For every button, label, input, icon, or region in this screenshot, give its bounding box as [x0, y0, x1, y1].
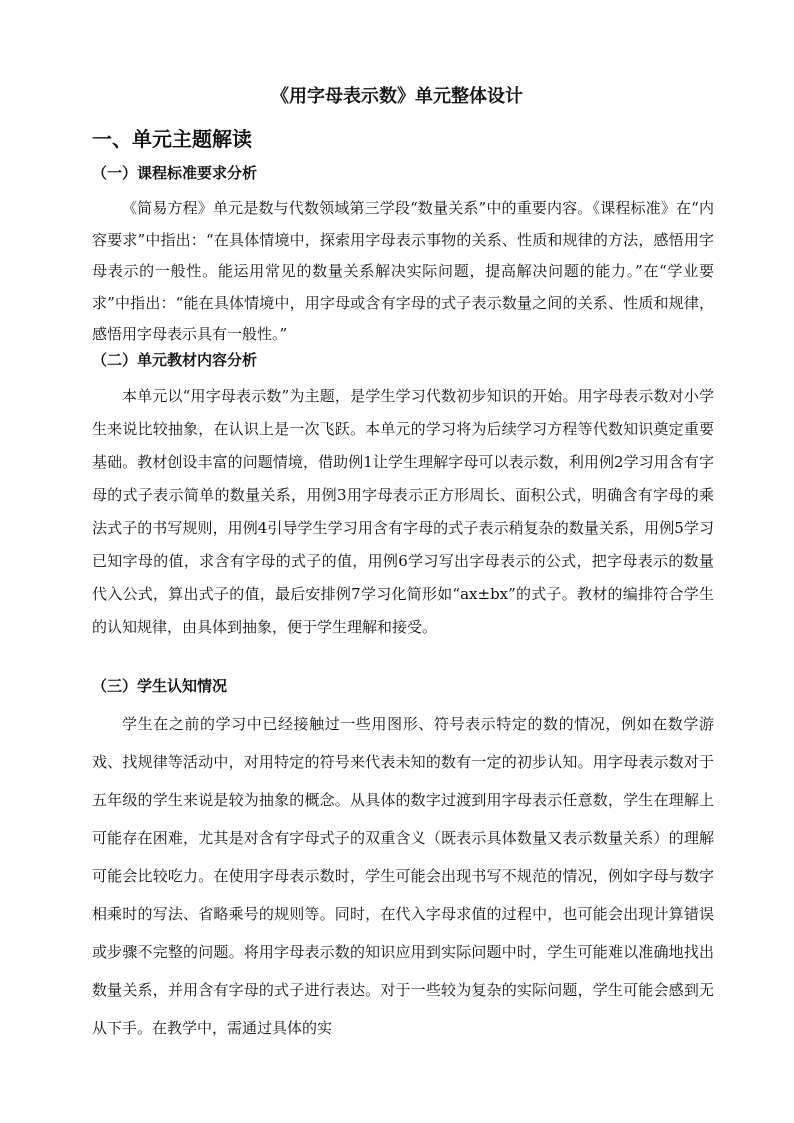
section-heading-unit-theme: 一、单元主题解读: [92, 127, 252, 151]
subsection-heading-curriculum-standards: （一）课程标准要求分析: [92, 164, 258, 182]
subsection-heading-student-cognition: （三）学生认知情况: [92, 677, 228, 695]
paragraph-student-cognition: 学生在之前的学习中已经接触过一些用图形、符号表示特定的数的情况，例如在数学游戏、找规律等活动中，对用特定的符号来代表未知的数有一定的初步认知。用字母表示数对于五年级的学生来说是较为抽象的概念。从具体的数字过渡到用字母表示任意数，学生在理解上可能存在困难，尤其是对含有字母式子的双重含义（既表示具体数量又表示数量关系）的理解可能会比较吃力。在使用字母表示数时，学生可能会出现书写不规范的情况，例如字母与数字相乘时的写法、省略乘号的规则等。同时，在代入字母求值的过程中，也可能会出现计算错误或步骤不完整的问题。将用字母表示数的知识应用到实际问题中时，学生可能难以准确地找出数量关系，并用含有字母的式子进行表达。对于一些较为复杂的实际问题，学生可能会感到无从下手。在教学中，需通过具体的实: [92, 715, 714, 1037]
subsection-heading-textbook-content: （二）单元教材内容分析: [92, 351, 258, 369]
document-title: 《用字母表示数》单元整体设计: [271, 86, 523, 107]
paragraph-curriculum-standards: 《简易方程》单元是数与代数领域第三学段“数量关系”中的重要内容。《课程标准》在“内容要求”中指出：“在具体情境中，探索用字母表示事物的关系、性质和规律的方法，感悟用字母表示的一般性。能运用常见的数量关系解决实际问题，提高解决问题的能力。”在“学业要求”中指出：“能在具体情境中，用字母或含有字母的式子表示数量之间的关系、性质和规律，感悟用字母表示具有一般性。”: [92, 199, 714, 343]
paragraph-textbook-content: 本单元以“用字母表示数”为主题，是学生学习代数初步知识的开始。用字母表示数对小学生来说比较抽象，在认识上是一次飞跃。本单元的学习将为后续学习方程等代数知识奠定重要基础。教材创设丰富的问题情境，借助例1让学生理解字母可以表示数，利用例2学习用含有字母的式子表示简单的数量关系，用例3用字母表示正方形周长、面积公式，明确含有字母的乘法式子的书写规则，用例4引导学生学习用含有字母的式子表示稍复杂的数量关系，用例5学习已知字母的值，求含有字母的式子的值，用例6学习写出字母表示的公式，把字母表示的数量代入公式，算出式子的值，最后安排例7学习化简形如“ax±bx”的式子。教材的编排符合学生的认知规律，由具体到抽象，便于学生理解和接受。: [92, 387, 714, 636]
